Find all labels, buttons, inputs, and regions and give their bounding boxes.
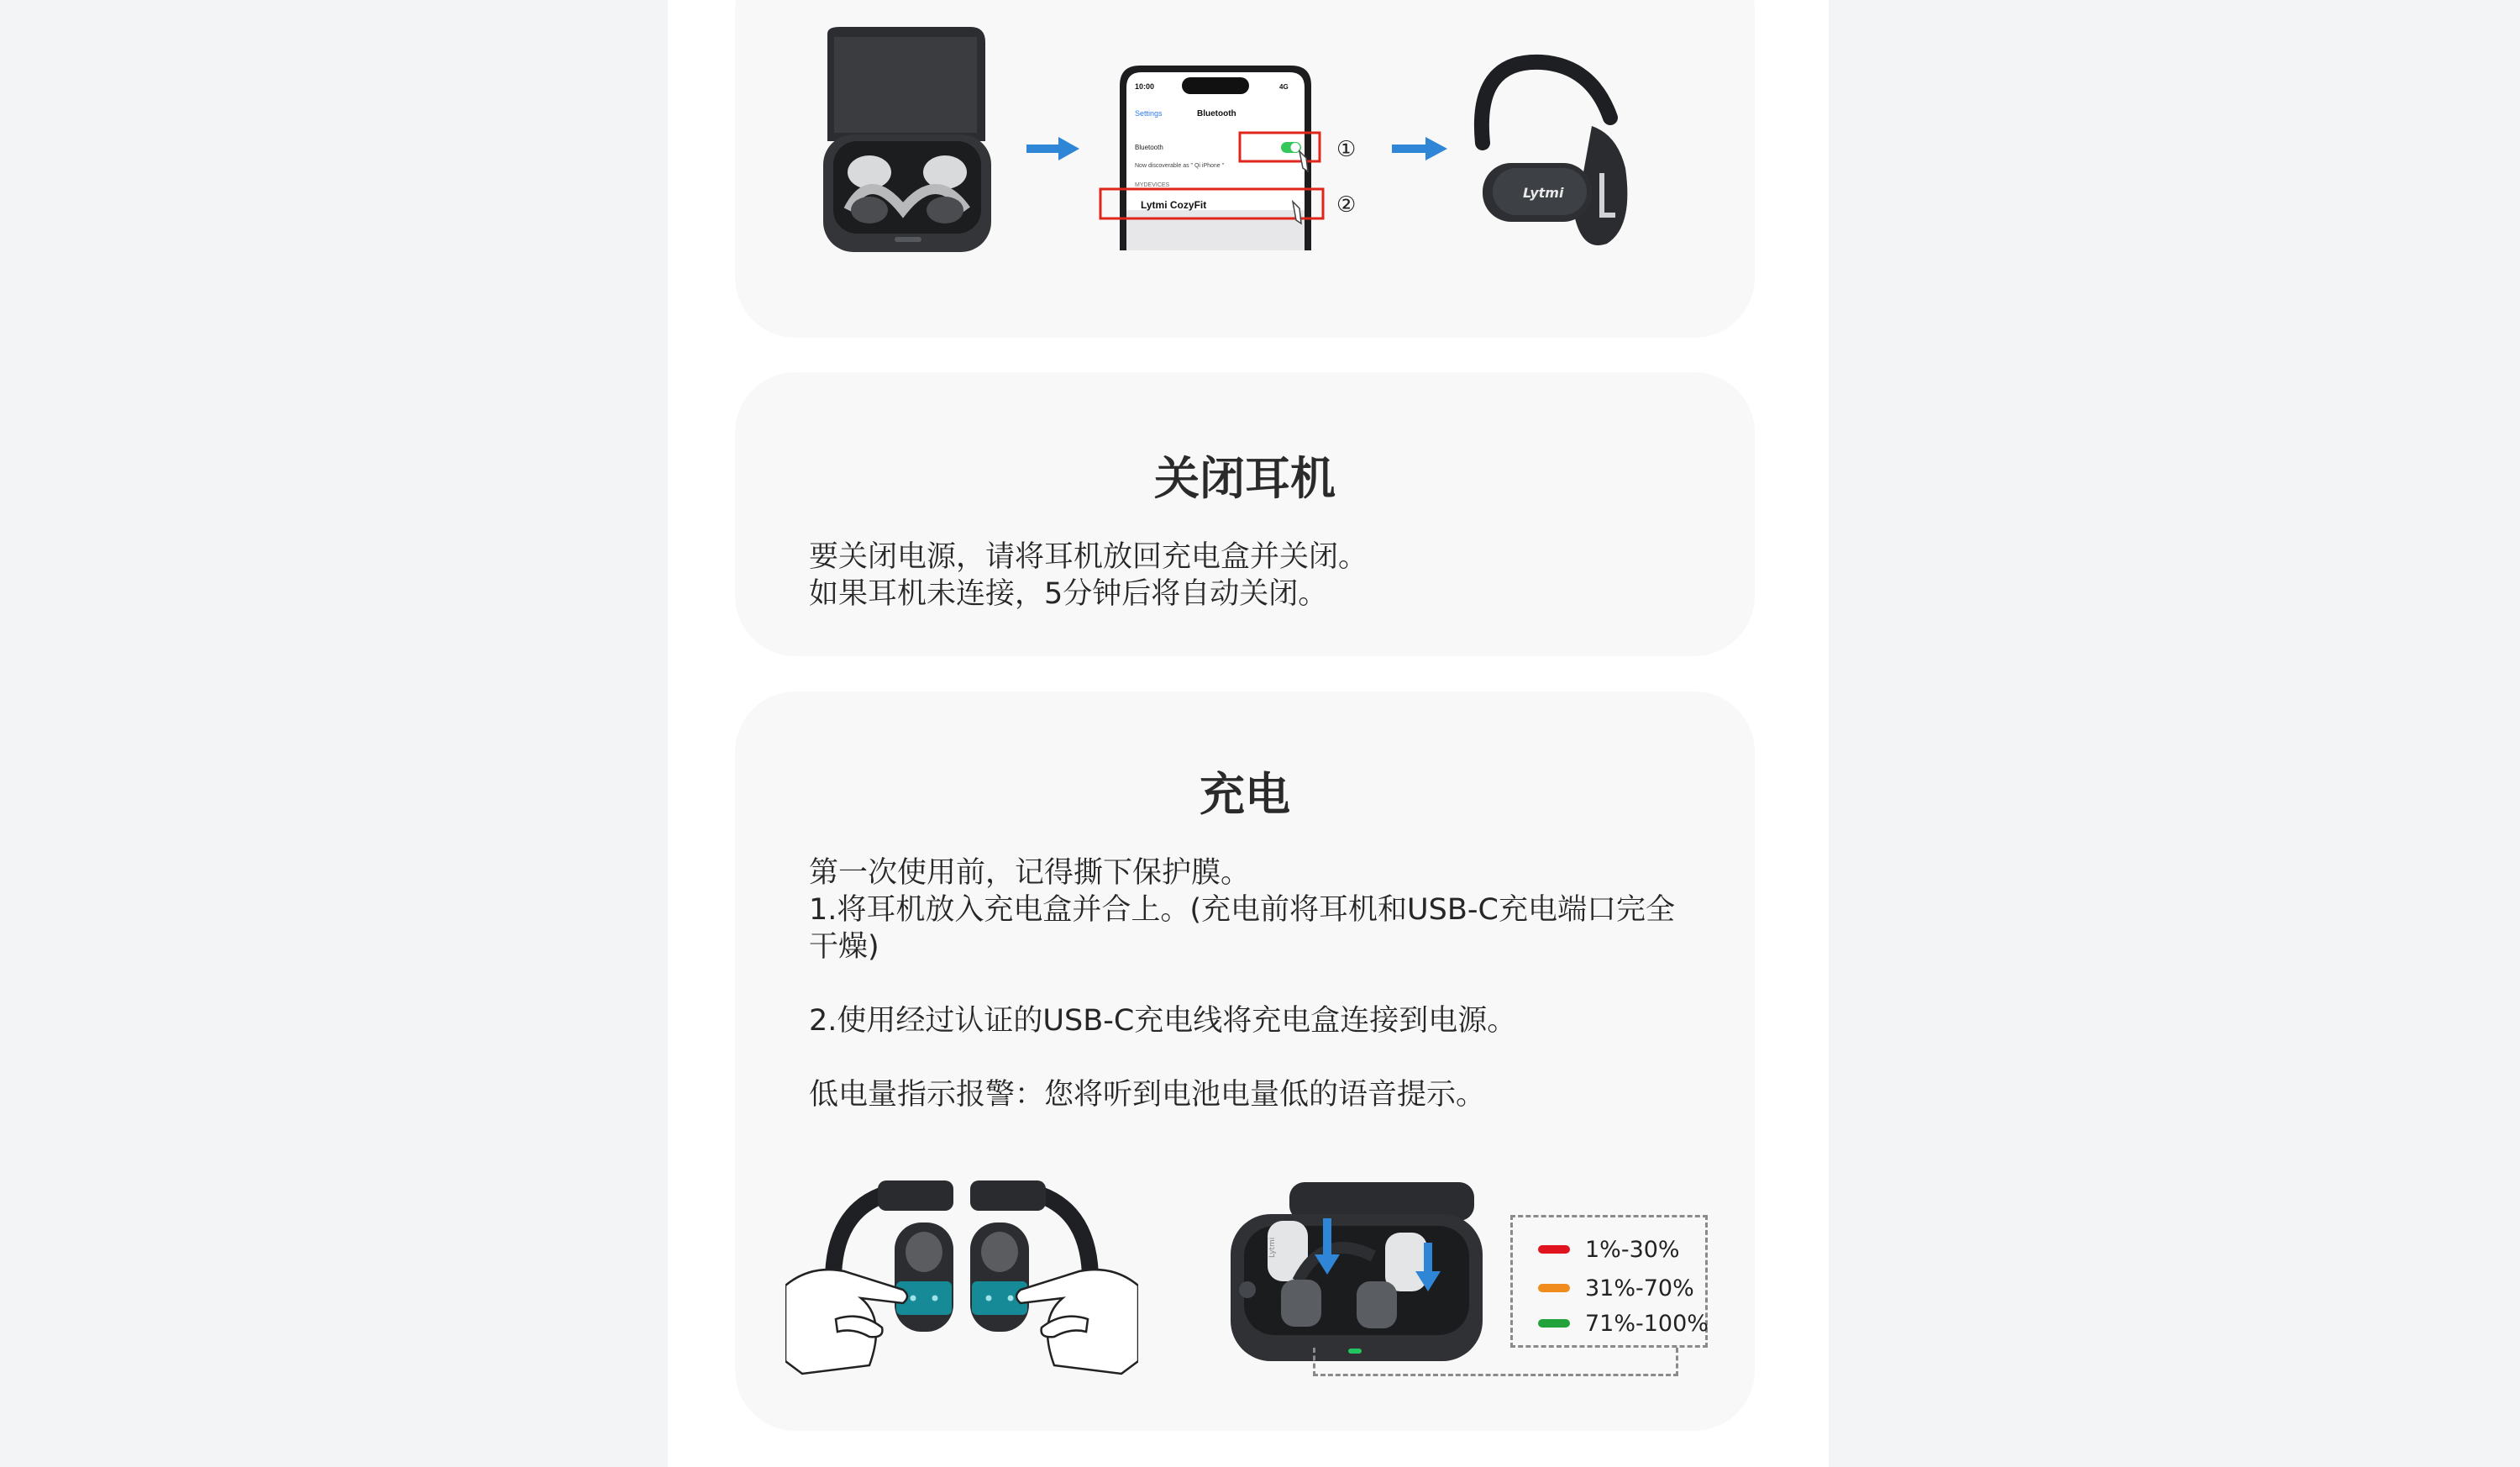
earbud-brand-logo: Lytmi <box>1523 185 1564 201</box>
phone-network: 4G <box>1279 83 1289 91</box>
legend-swatch-green <box>1538 1319 1570 1328</box>
battery-level-legend <box>1510 1215 1708 1348</box>
legend-label-mid: 31%-70% <box>1585 1275 1694 1301</box>
charging-intro: 第一次使用前，记得撕下保护膜。 <box>809 856 1251 890</box>
arrow-right-icon <box>1026 137 1079 160</box>
bluetooth-toggle[interactable] <box>1281 142 1301 153</box>
legend-row-mid <box>1538 1271 1694 1305</box>
bluetooth-row-label: Bluetooth <box>1135 144 1163 151</box>
device-name-lytmi[interactable]: Lytmi CozyFit <box>1141 199 1207 211</box>
phone-time: 10:00 <box>1135 82 1155 91</box>
power-off-line-2: 如果耳机未连接，5分钟后将自动关闭。 <box>809 577 1328 611</box>
arrow-right-icon <box>1392 137 1447 160</box>
earbud-image <box>1482 62 1627 245</box>
charging-instructions <box>809 854 1699 1113</box>
power-off-instructions <box>809 539 1699 613</box>
hand-left-icon <box>785 1270 907 1374</box>
back-settings-link[interactable]: Settings <box>1135 109 1163 118</box>
power-off-title: 关闭耳机 <box>1154 452 1336 505</box>
legend-label-low: 1%-30% <box>1585 1236 1680 1263</box>
legend-swatch-orange <box>1538 1284 1570 1292</box>
low-battery-alert: 低电量指示报警：您将听到电池电量低的语音提示。 <box>809 1078 1486 1112</box>
discoverable-text: Now discoverable as " Qi iPhone " <box>1135 163 1225 169</box>
charging-step-1: 1.将耳机放入充电盒并合上。(充电前将耳机和USB-C充电端口完全干燥) <box>809 893 1675 964</box>
power-off-card <box>735 372 1755 656</box>
legend-row-low <box>1538 1233 1680 1266</box>
phone-image <box>1120 66 1311 250</box>
legend-row-high <box>1538 1307 1709 1340</box>
earbuds-into-case-illustration <box>1231 1180 1499 1365</box>
hand-right-icon <box>1016 1270 1138 1374</box>
step-two-marker: ② <box>1336 192 1357 218</box>
legend-swatch-red <box>1538 1245 1570 1254</box>
legend-label-high: 71%-100% <box>1585 1310 1709 1337</box>
manual-page <box>668 0 1829 1467</box>
charging-case-open-image <box>823 27 991 252</box>
power-off-line-1: 要关闭电源，请将耳机放回充电盒并关闭。 <box>809 540 1368 574</box>
my-devices-header: MYDEVICES <box>1135 182 1170 188</box>
legend-connector <box>1313 1348 1678 1376</box>
phone-screen-title: Bluetooth <box>1197 109 1236 118</box>
charging-step-2: 2.使用经过认证的USB-C充电线将充电盒连接到电源。 <box>809 1004 1517 1038</box>
step-one-marker: ① <box>1336 137 1357 162</box>
charging-title: 充电 <box>1200 768 1290 821</box>
pairing-illustration <box>668 0 1829 353</box>
earbuds-touch-illustration <box>785 1172 1138 1378</box>
case-earbud-brand: Lytmi <box>1268 1237 1277 1258</box>
